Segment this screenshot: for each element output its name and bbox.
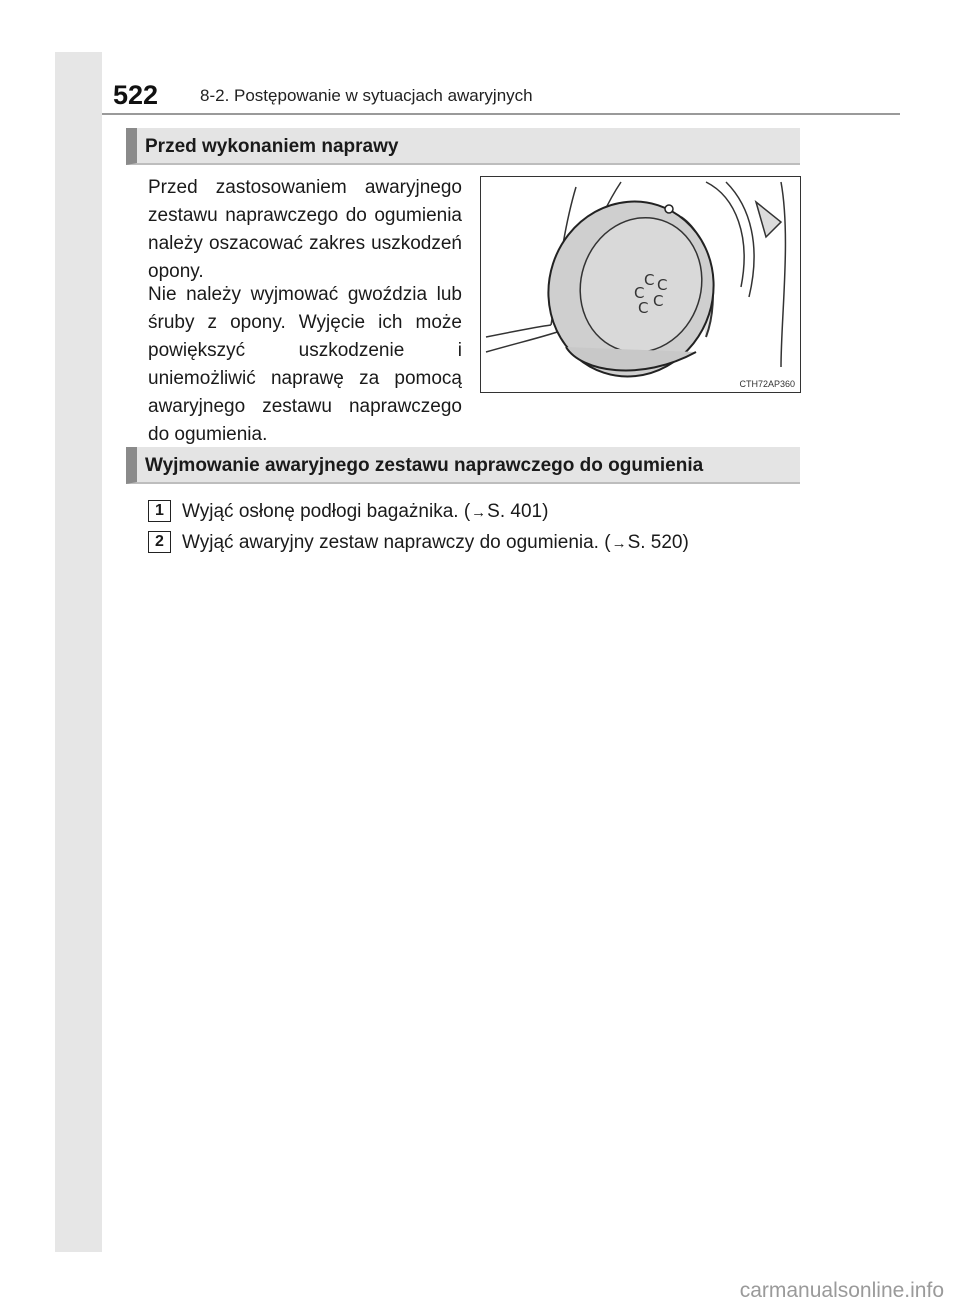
page-reference: S. 401) bbox=[487, 501, 549, 522]
watermark: carmanualsonline.info bbox=[739, 1279, 944, 1302]
step-number-badge: 2 bbox=[148, 531, 171, 553]
section-heading-before-repair bbox=[126, 128, 800, 165]
step-text: Wyjąć awaryjny zestaw naprawczy do ogumienia. (→S. 520) bbox=[182, 532, 689, 553]
step-text: Wyjąć osłonę podłogi bagażnika. (→S. 401) bbox=[182, 501, 549, 522]
page-reference: S. 520) bbox=[627, 532, 689, 553]
svg-text:C: C bbox=[657, 276, 668, 294]
header-rule bbox=[102, 113, 900, 115]
paragraph-do-not-remove-nail: Nie należy wyjmować gwoździa lub śruby z opony. Wyjęcie ich może powiększyć uszkodzenie i uniemożliwić naprawę za pomocą awaryjnego zestawu naprawczego do ogumienia. bbox=[148, 284, 462, 445]
paragraph-assess-damage: Przed zastosowaniem awaryjnego zestawu naprawczego do ogumienia należy oszacować zakres uszkodzeń opony. bbox=[148, 177, 462, 282]
page-number: 522 bbox=[113, 80, 159, 110]
svg-text:C: C bbox=[653, 292, 664, 310]
step-number-badge: 1 bbox=[148, 500, 171, 522]
section-heading-remove-kit bbox=[126, 447, 800, 484]
section-heading-text: Wyjmowanie awaryjnego zestawu naprawczego do ogumienia bbox=[145, 455, 704, 476]
spare-tire-icon bbox=[481, 177, 800, 392]
chapter-title: 8-2. Postępowanie w sytuacjach awaryjnych bbox=[200, 86, 533, 105]
svg-text:C: C bbox=[634, 284, 645, 302]
figure-code: CTH72AP360 bbox=[739, 379, 795, 389]
side-band bbox=[55, 52, 102, 1252]
figure-spare-tire-illustration bbox=[480, 176, 801, 393]
arrow-right-icon: → bbox=[471, 504, 487, 521]
svg-text:C: C bbox=[644, 271, 655, 289]
section-heading-text: Przed wykonaniem naprawy bbox=[145, 136, 399, 157]
arrow-right-icon: → bbox=[611, 535, 627, 552]
svg-text:C: C bbox=[638, 299, 649, 317]
